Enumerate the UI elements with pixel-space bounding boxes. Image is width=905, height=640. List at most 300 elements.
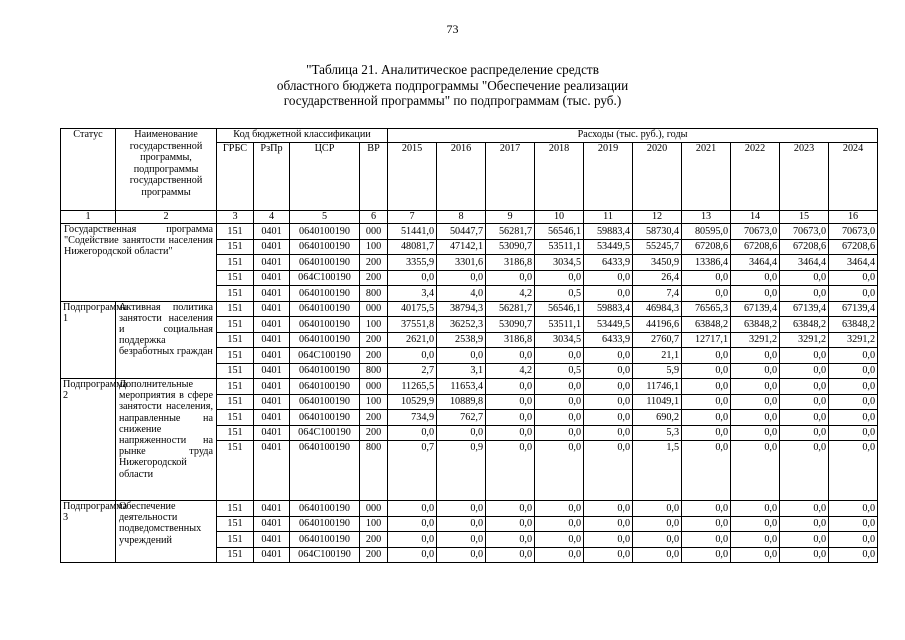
column-number: 5 (290, 211, 360, 224)
code-cell: 0640100190 (290, 301, 360, 317)
amount-cell: 0,0 (584, 286, 633, 302)
amount-cell: 0,0 (780, 348, 829, 364)
amount-cell: 63848,2 (829, 317, 878, 333)
amount-cell: 0,0 (437, 501, 486, 517)
code-cell: 151 (217, 332, 254, 348)
amount-cell: 0,0 (535, 270, 584, 286)
code-cell: 151 (217, 410, 254, 426)
code-cell: 0640100190 (290, 410, 360, 426)
amount-cell: 10529,9 (388, 394, 437, 410)
code-cell: 000 (360, 501, 388, 517)
header-rzpr: РзПр (254, 143, 290, 211)
amount-cell: 0,0 (486, 516, 535, 532)
amount-cell: 56281,7 (486, 224, 535, 240)
amount-cell: 2538,9 (437, 332, 486, 348)
amount-cell: 0,0 (633, 532, 682, 548)
header-code-group: Код бюджетной классификации (217, 129, 388, 143)
amount-cell: 0,0 (584, 547, 633, 563)
column-number: 10 (535, 211, 584, 224)
amount-cell: 7,4 (633, 286, 682, 302)
amount-cell: 0,0 (682, 516, 731, 532)
amount-cell: 67208,6 (829, 239, 878, 255)
amount-cell: 0,0 (535, 501, 584, 517)
amount-cell: 0,0 (829, 410, 878, 426)
amount-cell: 0,0 (633, 547, 682, 563)
amount-cell: 13386,4 (682, 255, 731, 271)
amount-cell: 53511,1 (535, 239, 584, 255)
subprogram-name-cell: Дополнительные мероприятия в сфере занятости населения, направленные на снижение напряженности на рынке труда Нижегородской области (116, 379, 217, 501)
amount-cell: 3,4 (388, 286, 437, 302)
amount-cell: 56281,7 (486, 301, 535, 317)
amount-cell: 2,7 (388, 363, 437, 379)
amount-cell: 59883,4 (584, 301, 633, 317)
amount-cell: 0,0 (829, 547, 878, 563)
amount-cell: 0,0 (682, 270, 731, 286)
amount-cell: 38794,3 (437, 301, 486, 317)
amount-cell: 0,0 (584, 441, 633, 501)
column-number: 16 (829, 211, 878, 224)
column-number: 13 (682, 211, 731, 224)
code-cell: 0401 (254, 532, 290, 548)
amount-cell: 0,9 (437, 441, 486, 501)
code-cell: 151 (217, 317, 254, 333)
amount-cell: 3291,2 (731, 332, 780, 348)
amount-cell: 0,0 (535, 379, 584, 395)
table-body (61, 224, 878, 563)
amount-cell: 53511,1 (535, 317, 584, 333)
code-cell: 200 (360, 255, 388, 271)
code-cell: 0401 (254, 317, 290, 333)
amount-cell: 0,0 (731, 441, 780, 501)
amount-cell: 0,0 (780, 270, 829, 286)
header-name: Наименование государственной программы, подпрограммы государственной программы (116, 129, 217, 211)
amount-cell: 3291,2 (780, 332, 829, 348)
column-number-row (61, 211, 878, 224)
amount-cell: 2621,0 (388, 332, 437, 348)
amount-cell: 0,0 (682, 425, 731, 441)
column-number: 8 (437, 211, 486, 224)
amount-cell: 6433,9 (584, 255, 633, 271)
amount-cell: 0,0 (535, 410, 584, 426)
amount-cell: 0,0 (486, 532, 535, 548)
header-year: 2019 (584, 143, 633, 211)
column-number: 3 (217, 211, 254, 224)
code-cell: 0401 (254, 379, 290, 395)
code-cell: 0401 (254, 547, 290, 563)
amount-cell: 0,0 (437, 348, 486, 364)
header-year: 2020 (633, 143, 682, 211)
code-cell: 200 (360, 547, 388, 563)
amount-cell: 0,0 (731, 270, 780, 286)
amount-cell: 0,0 (535, 532, 584, 548)
amount-cell: 0,0 (780, 410, 829, 426)
amount-cell: 0,0 (731, 394, 780, 410)
amount-cell: 48081,7 (388, 239, 437, 255)
code-cell: 064C100190 (290, 348, 360, 364)
amount-cell: 5,3 (633, 425, 682, 441)
amount-cell: 0,0 (829, 532, 878, 548)
amount-cell: 0,0 (731, 363, 780, 379)
amount-cell: 0,0 (584, 363, 633, 379)
status-cell: Подпрограмма 3 (61, 501, 116, 563)
amount-cell: 40175,5 (388, 301, 437, 317)
status-cell: Подпрограмма 1 (61, 301, 116, 379)
amount-cell: 0,0 (388, 270, 437, 286)
code-cell: 151 (217, 224, 254, 240)
amount-cell: 53449,5 (584, 317, 633, 333)
amount-cell: 0,0 (682, 363, 731, 379)
code-cell: 100 (360, 239, 388, 255)
amount-cell: 0,0 (535, 348, 584, 364)
header-status: Статус (61, 129, 116, 211)
amount-cell: 0,0 (437, 425, 486, 441)
subprogram-name-cell: Активная политика занятости населения и социальная поддержка безработных граждан (116, 301, 217, 379)
column-number: 14 (731, 211, 780, 224)
amount-cell: 0,0 (388, 516, 437, 532)
code-cell: 800 (360, 286, 388, 302)
header-year: 2017 (486, 143, 535, 211)
column-number: 15 (780, 211, 829, 224)
table-row (61, 501, 878, 517)
amount-cell: 0,0 (437, 547, 486, 563)
code-cell: 000 (360, 301, 388, 317)
amount-cell: 0,0 (437, 270, 486, 286)
amount-cell: 6433,9 (584, 332, 633, 348)
amount-cell: 0,0 (633, 501, 682, 517)
table-row (61, 224, 878, 240)
code-cell: 151 (217, 425, 254, 441)
amount-cell: 0,0 (780, 394, 829, 410)
amount-cell: 50447,7 (437, 224, 486, 240)
amount-cell: 734,9 (388, 410, 437, 426)
amount-cell: 67139,4 (829, 301, 878, 317)
amount-cell: 2760,7 (633, 332, 682, 348)
amount-cell: 70673,0 (780, 224, 829, 240)
code-cell: 0640100190 (290, 394, 360, 410)
amount-cell: 0,0 (584, 379, 633, 395)
amount-cell: 10889,8 (437, 394, 486, 410)
amount-cell: 0,0 (535, 441, 584, 501)
amount-cell: 3464,4 (780, 255, 829, 271)
amount-cell: 56546,1 (535, 301, 584, 317)
code-cell: 0640100190 (290, 363, 360, 379)
amount-cell: 3301,6 (437, 255, 486, 271)
amount-cell: 0,0 (829, 363, 878, 379)
amount-cell: 3034,5 (535, 255, 584, 271)
status-cell: Подпрограмма 2 (61, 379, 116, 501)
amount-cell: 4,2 (486, 363, 535, 379)
code-cell: 151 (217, 255, 254, 271)
amount-cell: 26,4 (633, 270, 682, 286)
header-year: 2021 (682, 143, 731, 211)
amount-cell: 0,0 (682, 547, 731, 563)
amount-cell: 11653,4 (437, 379, 486, 395)
amount-cell: 0,0 (584, 532, 633, 548)
code-cell: 0401 (254, 425, 290, 441)
amount-cell: 67208,6 (780, 239, 829, 255)
code-cell: 100 (360, 516, 388, 532)
code-cell: 0640100190 (290, 286, 360, 302)
amount-cell: 3464,4 (731, 255, 780, 271)
header-grbs: ГРБС (217, 143, 254, 211)
amount-cell: 0,0 (584, 516, 633, 532)
title-line: государственной программы" по подпрограммам (тыс. руб.) (283, 93, 622, 108)
amount-cell: 0,0 (682, 441, 731, 501)
code-cell: 0640100190 (290, 532, 360, 548)
amount-cell: 44196,6 (633, 317, 682, 333)
program-status-cell: Государственная программа "Содействие занятости населения Нижегородской области" (61, 224, 217, 302)
code-cell: 151 (217, 441, 254, 501)
amount-cell: 5,9 (633, 363, 682, 379)
amount-cell: 0,0 (780, 532, 829, 548)
code-cell: 200 (360, 410, 388, 426)
amount-cell: 53090,7 (486, 239, 535, 255)
amount-cell: 0,0 (682, 348, 731, 364)
code-cell: 000 (360, 379, 388, 395)
subprogram-name-cell: Обеспечение деятельности подведомственных учреждений (116, 501, 217, 563)
code-cell: 0401 (254, 286, 290, 302)
amount-cell: 12717,1 (682, 332, 731, 348)
code-cell: 064C100190 (290, 270, 360, 286)
amount-cell: 0,0 (388, 348, 437, 364)
amount-cell: 0,0 (486, 379, 535, 395)
amount-cell: 0,0 (829, 379, 878, 395)
amount-cell: 63848,2 (780, 317, 829, 333)
title-line: "Таблица 21. Аналитическое распределение средств (306, 62, 599, 77)
code-cell: 151 (217, 394, 254, 410)
header-vr: ВР (360, 143, 388, 211)
amount-cell: 70673,0 (731, 224, 780, 240)
amount-cell: 3464,4 (829, 255, 878, 271)
amount-cell: 67139,4 (731, 301, 780, 317)
amount-cell: 63848,2 (731, 317, 780, 333)
amount-cell: 0,0 (731, 547, 780, 563)
code-cell: 151 (217, 547, 254, 563)
amount-cell: 0,0 (829, 270, 878, 286)
amount-cell: 0,0 (388, 532, 437, 548)
amount-cell: 53090,7 (486, 317, 535, 333)
amount-cell: 0,0 (388, 425, 437, 441)
amount-cell: 0,0 (780, 286, 829, 302)
amount-cell: 0,0 (584, 394, 633, 410)
column-number: 6 (360, 211, 388, 224)
amount-cell: 67139,4 (780, 301, 829, 317)
amount-cell: 0,0 (731, 516, 780, 532)
amount-cell: 0,0 (780, 363, 829, 379)
column-number: 12 (633, 211, 682, 224)
code-cell: 0401 (254, 516, 290, 532)
amount-cell: 0,0 (486, 441, 535, 501)
code-cell: 0401 (254, 441, 290, 501)
code-cell: 0401 (254, 410, 290, 426)
code-cell: 064C100190 (290, 425, 360, 441)
amount-cell: 3034,5 (535, 332, 584, 348)
amount-cell: 0,0 (731, 410, 780, 426)
amount-cell: 0,0 (486, 425, 535, 441)
amount-cell: 690,2 (633, 410, 682, 426)
code-cell: 200 (360, 332, 388, 348)
amount-cell: 0,0 (486, 547, 535, 563)
amount-cell: 0,0 (829, 394, 878, 410)
amount-cell: 59883,4 (584, 224, 633, 240)
table-title (0, 62, 905, 109)
code-cell: 151 (217, 516, 254, 532)
amount-cell: 0,0 (682, 532, 731, 548)
code-cell: 100 (360, 394, 388, 410)
amount-cell: 55245,7 (633, 239, 682, 255)
code-cell: 0401 (254, 224, 290, 240)
amount-cell: 3186,8 (486, 332, 535, 348)
code-cell: 200 (360, 270, 388, 286)
column-number: 1 (61, 211, 116, 224)
amount-cell: 36252,3 (437, 317, 486, 333)
amount-cell: 0,0 (780, 547, 829, 563)
amount-cell: 0,0 (584, 348, 633, 364)
amount-cell: 0,7 (388, 441, 437, 501)
amount-cell: 0,0 (535, 516, 584, 532)
code-cell: 0401 (254, 239, 290, 255)
amount-cell: 0,0 (584, 501, 633, 517)
amount-cell: 3291,2 (829, 332, 878, 348)
amount-cell: 21,1 (633, 348, 682, 364)
page-number: 73 (446, 22, 459, 36)
code-cell: 0401 (254, 270, 290, 286)
amount-cell: 0,0 (584, 410, 633, 426)
amount-cell: 3186,8 (486, 255, 535, 271)
code-cell: 151 (217, 501, 254, 517)
amount-cell: 0,0 (731, 501, 780, 517)
amount-cell: 67208,6 (682, 239, 731, 255)
amount-cell: 11265,5 (388, 379, 437, 395)
code-cell: 0640100190 (290, 379, 360, 395)
amount-cell: 0,0 (829, 425, 878, 441)
code-cell: 0640100190 (290, 516, 360, 532)
code-cell: 0640100190 (290, 332, 360, 348)
amount-cell: 4,0 (437, 286, 486, 302)
budget-table (60, 128, 878, 563)
amount-cell: 0,0 (486, 348, 535, 364)
amount-cell: 51441,0 (388, 224, 437, 240)
amount-cell: 1,5 (633, 441, 682, 501)
amount-cell: 0,0 (731, 286, 780, 302)
amount-cell: 0,0 (486, 394, 535, 410)
amount-cell: 0,0 (584, 270, 633, 286)
amount-cell: 0,0 (780, 379, 829, 395)
amount-cell: 0,0 (731, 348, 780, 364)
table-row (61, 379, 878, 395)
header-year: 2016 (437, 143, 486, 211)
code-cell: 0401 (254, 501, 290, 517)
amount-cell: 0,0 (682, 410, 731, 426)
amount-cell: 0,5 (535, 363, 584, 379)
code-cell: 151 (217, 270, 254, 286)
code-cell: 151 (217, 532, 254, 548)
amount-cell: 0,0 (535, 547, 584, 563)
code-cell: 0401 (254, 394, 290, 410)
code-cell: 800 (360, 441, 388, 501)
amount-cell: 0,0 (682, 379, 731, 395)
code-cell: 0640100190 (290, 501, 360, 517)
code-cell: 151 (217, 379, 254, 395)
amount-cell: 0,0 (731, 425, 780, 441)
column-number: 2 (116, 211, 217, 224)
code-cell: 0401 (254, 255, 290, 271)
code-cell: 0401 (254, 348, 290, 364)
amount-cell: 4,2 (486, 286, 535, 302)
code-cell: 0640100190 (290, 224, 360, 240)
column-number: 7 (388, 211, 437, 224)
amount-cell: 0,0 (437, 516, 486, 532)
amount-cell: 0,0 (682, 394, 731, 410)
code-cell: 0401 (254, 332, 290, 348)
code-cell: 000 (360, 224, 388, 240)
amount-cell: 3355,9 (388, 255, 437, 271)
amount-cell: 47142,1 (437, 239, 486, 255)
amount-cell: 67208,6 (731, 239, 780, 255)
column-number: 11 (584, 211, 633, 224)
amount-cell: 11049,1 (633, 394, 682, 410)
amount-cell: 80595,0 (682, 224, 731, 240)
code-cell: 151 (217, 301, 254, 317)
amount-cell: 58730,4 (633, 224, 682, 240)
amount-cell: 11746,1 (633, 379, 682, 395)
amount-cell: 0,0 (535, 425, 584, 441)
amount-cell: 0,0 (633, 516, 682, 532)
code-cell: 151 (217, 348, 254, 364)
code-cell: 064C100190 (290, 547, 360, 563)
header-year: 2024 (829, 143, 878, 211)
code-cell: 200 (360, 348, 388, 364)
amount-cell: 0,0 (388, 501, 437, 517)
amount-cell: 0,0 (731, 379, 780, 395)
amount-cell: 0,0 (780, 441, 829, 501)
amount-cell: 0,0 (829, 348, 878, 364)
code-cell: 0640100190 (290, 441, 360, 501)
header-expenses-group: Расходы (тыс. руб.), годы (388, 129, 878, 143)
amount-cell: 0,0 (780, 501, 829, 517)
amount-cell: 3450,9 (633, 255, 682, 271)
amount-cell: 0,0 (388, 547, 437, 563)
amount-cell: 0,0 (731, 532, 780, 548)
amount-cell: 76565,3 (682, 301, 731, 317)
code-cell: 0640100190 (290, 317, 360, 333)
code-cell: 0401 (254, 363, 290, 379)
amount-cell: 0,0 (437, 532, 486, 548)
amount-cell: 0,0 (682, 286, 731, 302)
amount-cell: 0,0 (682, 501, 731, 517)
amount-cell: 0,0 (829, 501, 878, 517)
amount-cell: 0,0 (584, 425, 633, 441)
amount-cell: 0,0 (829, 286, 878, 302)
title-line: областного бюджета подпрограммы "Обеспечение реализации (276, 77, 629, 93)
amount-cell: 0,0 (486, 501, 535, 517)
code-cell: 151 (217, 363, 254, 379)
amount-cell: 3,1 (437, 363, 486, 379)
amount-cell: 0,0 (829, 516, 878, 532)
code-cell: 200 (360, 425, 388, 441)
header-year: 2015 (388, 143, 437, 211)
code-cell: 151 (217, 239, 254, 255)
amount-cell: 0,0 (829, 441, 878, 501)
code-cell: 200 (360, 532, 388, 548)
code-cell: 0640100190 (290, 239, 360, 255)
amount-cell: 0,5 (535, 286, 584, 302)
header-year: 2022 (731, 143, 780, 211)
amount-cell: 762,7 (437, 410, 486, 426)
amount-cell: 0,0 (486, 410, 535, 426)
amount-cell: 0,0 (780, 425, 829, 441)
amount-cell: 46984,3 (633, 301, 682, 317)
